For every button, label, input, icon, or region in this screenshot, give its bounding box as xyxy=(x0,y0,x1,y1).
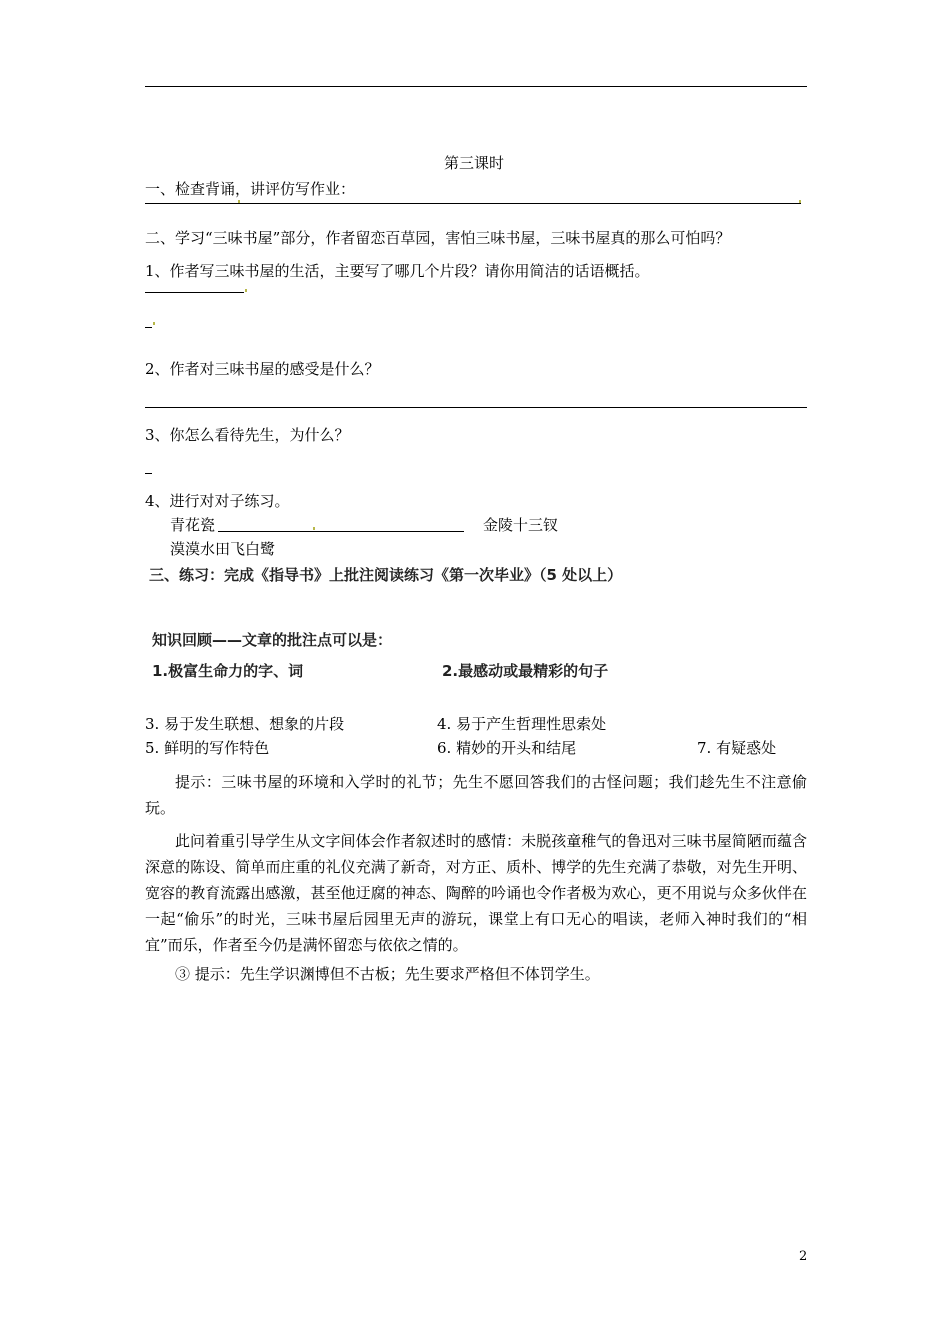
hint-1: 提示：三味书屋的环境和入学时的礼节；先生不愿回答我们的古怪问题；我们趁先生不注意偷玩。 xyxy=(145,773,807,817)
marker-dot xyxy=(245,289,247,292)
analysis-paragraph: 此问着重引导学生从文字间体会作者叙述时的感情：未脱孩童稚气的鲁迅对三味书屋简陋而蕴含深意的陈设、简单而庄重的礼仪充满了新奇，对方正、质朴、博学的先生充满了恭敬，对先生开明、宽容的教育流露出感激，甚至他迂腐的神态、陶醉的吟诵也令作者极为欢心，更不用说与众多伙伴在一起“偷乐”的时光，三味书屋后园里无声的游玩，课堂上有口无心的唱读，老师入神时我们的“相宜”而乐，作者至今仍是满怀留恋与依依之情的。 xyxy=(145,832,807,954)
knowledge-item-1: 1.极富生命力的字、词 xyxy=(152,662,304,680)
couplet-blank-line xyxy=(218,531,464,532)
question3-answer-line xyxy=(145,473,152,474)
couplet-left-2: 漠漠水田飞白鹭 xyxy=(170,540,276,558)
header-rule xyxy=(145,86,807,87)
section1-text: 一、检查背诵，讲评仿写作业： xyxy=(145,180,356,198)
section3-text: 三、练习：完成《指导书》上批注阅读练习《第一次毕业》（5 处以上） xyxy=(149,566,623,584)
section2-text: 二、学习“三味书屋”部分，作者留恋百草园，害怕三味书屋，三味书屋真的那么可怕吗？ xyxy=(145,229,731,247)
couplet-right-1: 金陵十三钗 xyxy=(483,516,559,534)
question2-text: 2、作者对三味书屋的感受是什么？ xyxy=(145,360,380,378)
lesson-title: 第三课时 xyxy=(444,154,505,172)
question4-text: 4、进行对对子练习。 xyxy=(145,492,290,510)
question1-answer-line-2 xyxy=(145,327,152,328)
marker-dot xyxy=(153,322,155,325)
question1-answer-line xyxy=(145,292,244,293)
knowledge-heading: 知识回顾——文章的批注点可以是： xyxy=(152,631,393,649)
question1-text: 1、作者写三味书屋的生活，主要写了哪几个片段？请你用简洁的话语概括。 xyxy=(145,262,650,280)
marker-dot xyxy=(238,200,240,203)
hint-3: ③ 提示：先生学识渊博但不古板；先生要求严格但不体罚学生。 xyxy=(175,965,600,983)
marker-dot xyxy=(313,527,315,530)
knowledge-item-7: 7. 有疑惑处 xyxy=(697,739,777,757)
marker-dot xyxy=(799,200,801,203)
knowledge-item-6: 6. 精妙的开头和结尾 xyxy=(437,739,577,757)
knowledge-item-2: 2.最感动或最精彩的句子 xyxy=(442,662,609,680)
question3-text: 3、你怎么看待先生，为什么？ xyxy=(145,426,350,444)
knowledge-item-4: 4. 易于产生哲理性思索处 xyxy=(437,715,607,733)
couplet-left-1: 青花瓷 xyxy=(170,516,216,534)
knowledge-item-3: 3. 易于发生联想、想象的片段 xyxy=(145,715,345,733)
question2-answer-line xyxy=(145,407,807,408)
section1-answer-line xyxy=(145,203,801,204)
page-number: 2 xyxy=(799,1249,808,1264)
knowledge-item-5: 5. 鲜明的写作特色 xyxy=(145,739,270,757)
